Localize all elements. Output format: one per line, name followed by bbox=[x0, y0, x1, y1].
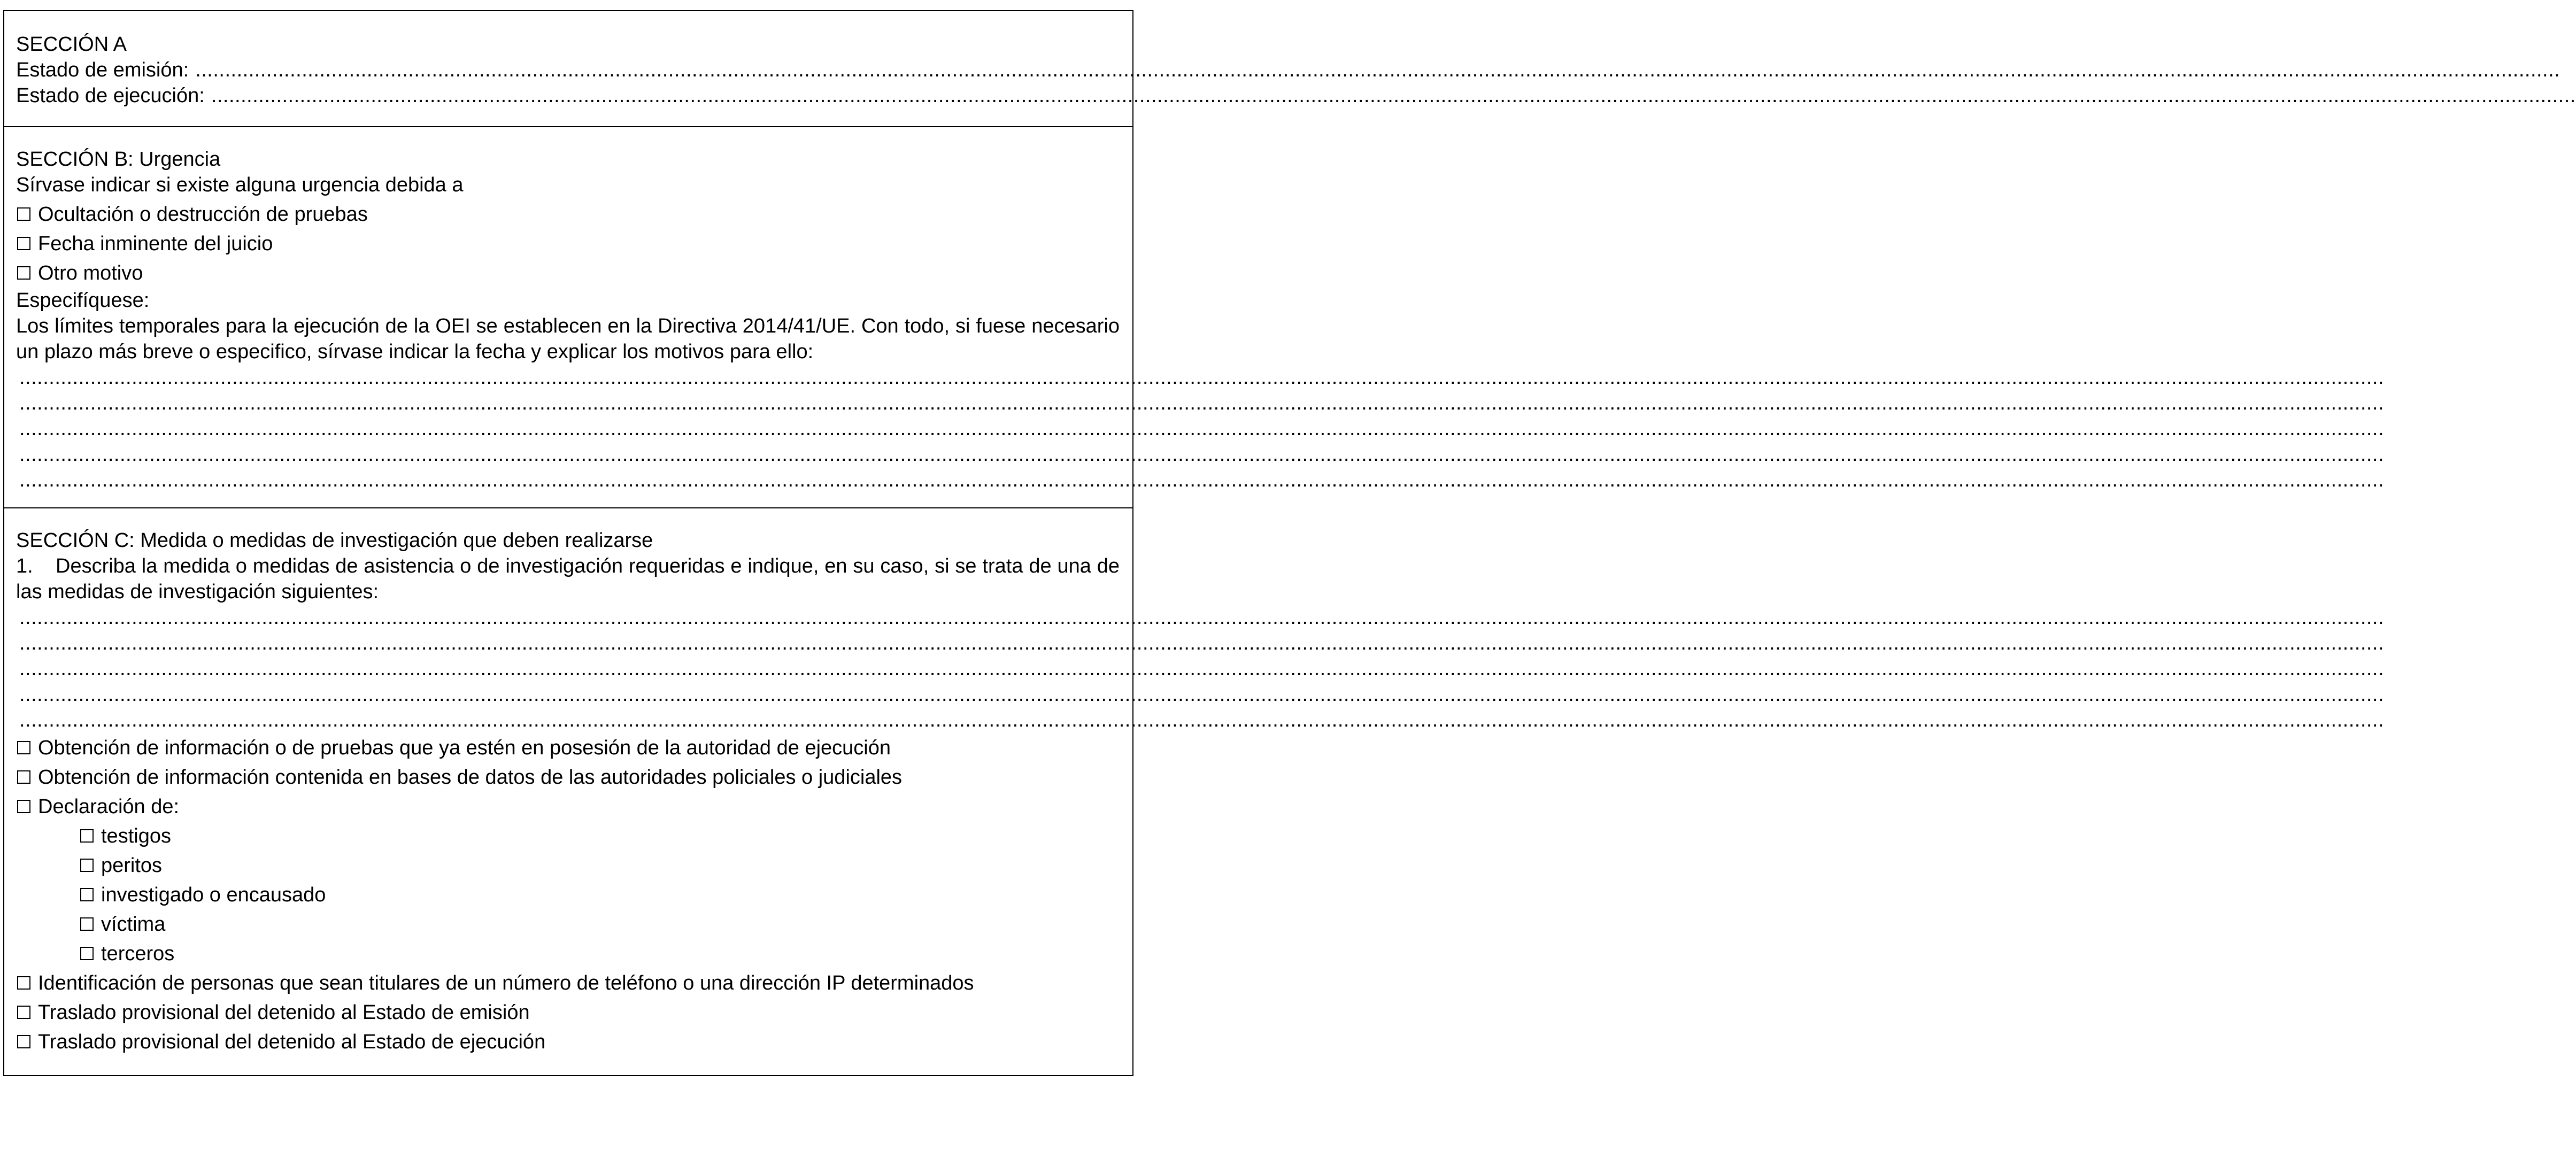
measure-option-databases[interactable] bbox=[16, 762, 1120, 792]
option-label: Traslado provisional del detenido al Estado de ejecución bbox=[38, 1030, 546, 1053]
time-limit-note: Los límites temporales para la ejecución de la OEI se establecen en la Directiva 2014/41/UE. Con todo, si fuese necesario un plazo más breve o especifico, sírvase indicar la fecha y explicar los motivos para ello: bbox=[16, 315, 1120, 363]
measure-option-existing-evidence[interactable] bbox=[16, 733, 1120, 762]
checkbox[interactable] bbox=[17, 770, 30, 784]
urgency-answer-line[interactable]: ................................................................................................................................................................................................................................................................................................................................................................................................................ bbox=[19, 443, 2385, 466]
option-label: peritos bbox=[101, 854, 163, 877]
urgency-answer-line[interactable]: ................................................................................................................................................................................................................................................................................................................................................................................................................ bbox=[19, 366, 2385, 389]
declaration-option-victim[interactable] bbox=[16, 909, 1120, 939]
option-label: Otro motivo bbox=[38, 261, 143, 284]
measure-option-transfer-executing[interactable] bbox=[16, 1027, 1120, 1056]
checkbox[interactable] bbox=[17, 1006, 30, 1019]
checkbox[interactable] bbox=[80, 888, 94, 901]
option-label: Traslado provisional del detenido al Estado de emisión bbox=[38, 1001, 530, 1024]
urgency-answer-line[interactable]: ................................................................................................................................................................................................................................................................................................................................................................................................................ bbox=[19, 392, 2385, 414]
checkbox[interactable] bbox=[17, 800, 30, 813]
urgency-option-trial-date[interactable] bbox=[16, 229, 1120, 258]
checkbox[interactable] bbox=[80, 917, 94, 931]
checkbox[interactable] bbox=[80, 829, 94, 843]
option-label: investigado o encausado bbox=[101, 883, 326, 906]
section-a bbox=[4, 11, 2576, 126]
section-a-title: SECCIÓN A bbox=[16, 33, 127, 56]
option-label: Ocultación o destrucción de pruebas bbox=[38, 203, 368, 226]
checkbox[interactable] bbox=[17, 1035, 30, 1048]
checkbox[interactable] bbox=[17, 207, 30, 221]
measure-answer-line[interactable]: ................................................................................................................................................................................................................................................................................................................................................................................................................ bbox=[19, 683, 2385, 706]
executing-state-label: Estado de ejecución: bbox=[16, 84, 205, 107]
measure-option-transfer-issuing[interactable] bbox=[16, 998, 1120, 1027]
option-label: testigos bbox=[101, 824, 171, 847]
issuing-state-field[interactable] bbox=[16, 57, 2560, 83]
checkbox[interactable] bbox=[17, 237, 30, 250]
urgency-answer-line[interactable]: ................................................................................................................................................................................................................................................................................................................................................................................................................ bbox=[19, 469, 2385, 491]
declaration-option-experts[interactable] bbox=[16, 851, 1120, 880]
option-label: víctima bbox=[101, 913, 166, 936]
checkbox[interactable] bbox=[80, 859, 94, 872]
section-c bbox=[4, 507, 2385, 1075]
measure-answer-line[interactable]: ................................................................................................................................................................................................................................................................................................................................................................................................................ bbox=[19, 709, 2385, 731]
declaration-option-third-parties[interactable] bbox=[16, 939, 1120, 968]
measure-option-identification[interactable] bbox=[16, 968, 1120, 998]
option-label: Obtención de información contenida en bases de datos de las autoridades policiales o judiciales bbox=[38, 766, 903, 789]
section-b-title: SECCIÓN B: Urgencia bbox=[16, 148, 221, 171]
specify-label: Especifíquese: bbox=[16, 289, 150, 312]
urgency-option-other[interactable] bbox=[16, 258, 1120, 288]
section-b-intro: Sírvase indicar si existe alguna urgencia debida a bbox=[16, 174, 464, 196]
option-label: Obtención de información o de pruebas que ya estén en posesión de la autoridad de ejecución bbox=[38, 736, 891, 759]
measure-answer-line[interactable]: ................................................................................................................................................................................................................................................................................................................................................................................................................ bbox=[19, 632, 2385, 654]
checkbox[interactable] bbox=[17, 976, 30, 990]
checkbox[interactable] bbox=[17, 741, 30, 754]
measure-description-item bbox=[16, 553, 1120, 605]
item-number: 1. bbox=[16, 555, 33, 577]
executing-state-input[interactable]: ................................................................................................................................................................................................................................................................................................................................................................................................................ bbox=[211, 84, 2576, 107]
issuing-state-input[interactable]: ................................................................................................................................................................................................................................................................................................................................................................................................................ bbox=[195, 59, 2560, 81]
section-b bbox=[4, 126, 2385, 507]
issuing-state-label: Estado de emisión: bbox=[16, 59, 189, 81]
declaration-option-suspect[interactable] bbox=[16, 880, 1120, 909]
option-label: Declaración de: bbox=[38, 795, 180, 818]
urgency-answer-line[interactable]: ................................................................................................................................................................................................................................................................................................................................................................................................................ bbox=[19, 418, 2385, 440]
measure-answer-line[interactable]: ................................................................................................................................................................................................................................................................................................................................................................................................................ bbox=[19, 606, 2385, 629]
executing-state-field[interactable] bbox=[16, 83, 2576, 109]
section-c-title: SECCIÓN C: Medida o medidas de investigación que deben realizarse bbox=[16, 529, 653, 552]
item-text: Describa la medida o medidas de asistencia o de investigación requeridas e indique, en su caso, si se trata de una de las medidas de investigación siguientes: bbox=[16, 555, 1120, 603]
checkbox[interactable] bbox=[80, 947, 94, 960]
measure-option-declaration[interactable] bbox=[16, 792, 1120, 821]
declaration-option-witnesses[interactable] bbox=[16, 821, 1120, 851]
option-label: terceros bbox=[101, 942, 175, 965]
measure-answer-line[interactable]: ................................................................................................................................................................................................................................................................................................................................................................................................................ bbox=[19, 658, 2385, 680]
eio-form bbox=[3, 10, 2576, 1076]
checkbox[interactable] bbox=[17, 266, 30, 280]
urgency-option-evidence[interactable] bbox=[16, 199, 1120, 229]
option-label: Identificación de personas que sean titulares de un número de teléfono o una dirección IP determinados bbox=[38, 971, 974, 994]
option-label: Fecha inminente del juicio bbox=[38, 232, 273, 255]
